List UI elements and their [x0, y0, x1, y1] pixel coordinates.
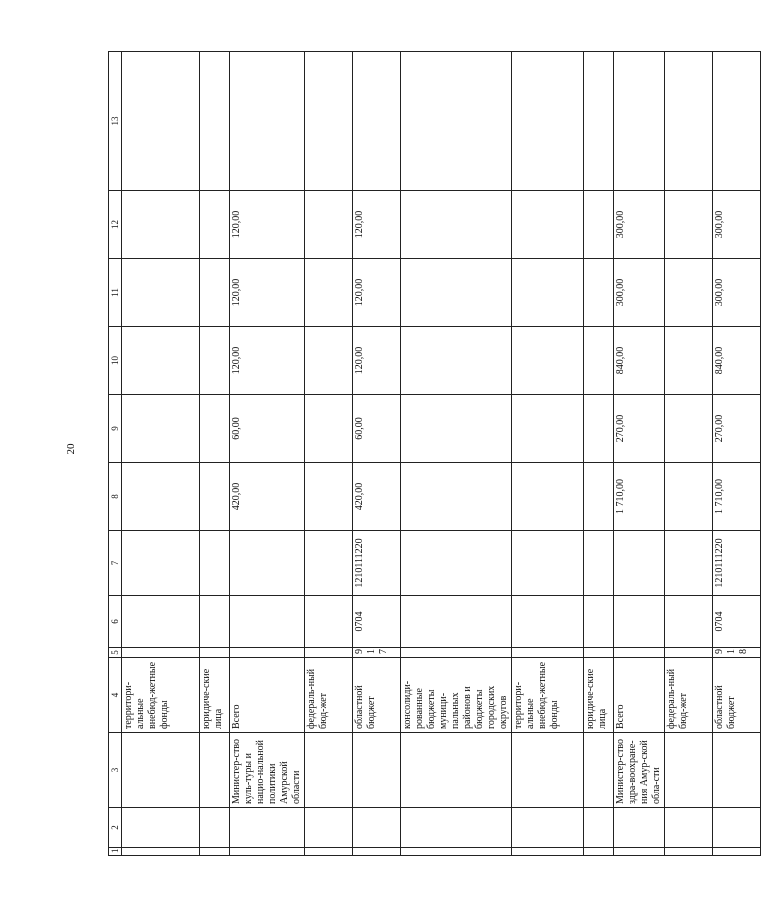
table-cell	[200, 52, 230, 191]
table-cell: Всего	[614, 658, 665, 733]
table-cell	[401, 191, 512, 259]
table-cell	[200, 463, 230, 531]
table-cell: 120,00	[230, 327, 305, 395]
table-cell	[305, 648, 353, 658]
table-cell: 120,00	[230, 191, 305, 259]
table-cell	[353, 733, 401, 808]
table-cell: 420,00	[353, 463, 401, 531]
table-cell	[401, 531, 512, 596]
table-cell	[122, 848, 200, 856]
column-header-2: 2	[109, 808, 122, 848]
table-cell	[305, 327, 353, 395]
column-header-3: 3	[109, 733, 122, 808]
table-cell	[200, 733, 230, 808]
table-cell: 270,00	[713, 395, 761, 463]
table-cell	[512, 259, 584, 327]
table-row	[200, 52, 230, 856]
table-cell: территори-альные внебюд-жетные фонды	[122, 658, 200, 733]
table-cell	[512, 191, 584, 259]
table-cell	[122, 259, 200, 327]
table-cell	[584, 808, 614, 848]
column-header-13: 13	[109, 52, 122, 191]
table-row	[614, 52, 665, 856]
column-header-6: 6	[109, 596, 122, 648]
table-cell	[713, 848, 761, 856]
table-cell	[512, 327, 584, 395]
table-cell: территори-альные внебюд-жетные фонды	[512, 658, 584, 733]
table-cell	[305, 259, 353, 327]
table-cell: 1 710,00	[713, 463, 761, 531]
table-cell: 120,00	[353, 259, 401, 327]
table-cell	[512, 648, 584, 658]
table-cell: 420,00	[230, 463, 305, 531]
table-cell	[401, 463, 512, 531]
table-cell	[401, 648, 512, 658]
table-cell	[665, 733, 713, 808]
table-cell	[584, 327, 614, 395]
table-cell	[305, 733, 353, 808]
table-cell: 1 710,00	[614, 463, 665, 531]
table-cell: 1210111220	[353, 531, 401, 596]
table-cell	[584, 596, 614, 648]
table-cell	[353, 52, 401, 191]
table-cell	[665, 808, 713, 848]
table-cell	[200, 596, 230, 648]
table-cell	[122, 648, 200, 658]
table-cell: областной бюджет	[353, 658, 401, 733]
table-row	[584, 52, 614, 856]
table-cell	[122, 733, 200, 808]
table-cell: 270,00	[614, 395, 665, 463]
table-cell	[665, 395, 713, 463]
table-cell	[665, 463, 713, 531]
table-cell	[401, 733, 512, 808]
table-cell: 918	[713, 648, 761, 658]
table-cell: федераль-ный бюд-жет	[665, 658, 713, 733]
table-cell: Министер-ство здра-воохране-ния Амур-ской обла-сти	[614, 733, 665, 808]
table-row	[401, 52, 512, 856]
table-cell	[401, 808, 512, 848]
table-cell	[122, 596, 200, 648]
column-header-1: 1	[109, 848, 122, 856]
table-cell: 300,00	[614, 191, 665, 259]
budget-table	[108, 51, 761, 856]
table-cell	[230, 52, 305, 191]
table-cell	[584, 648, 614, 658]
table-container	[108, 52, 749, 856]
table-row	[512, 52, 584, 856]
table-cell	[200, 808, 230, 848]
table-cell: Всего	[230, 658, 305, 733]
table-cell	[512, 531, 584, 596]
table-cell	[401, 395, 512, 463]
table-cell	[614, 531, 665, 596]
table-cell	[512, 52, 584, 191]
column-header-7: 7	[109, 531, 122, 596]
table-cell: 60,00	[353, 395, 401, 463]
table-cell: 0704	[353, 596, 401, 648]
table-cell: федераль-ный бюд-жет	[305, 658, 353, 733]
table-body	[122, 52, 761, 856]
table-cell	[200, 259, 230, 327]
table-cell	[584, 52, 614, 191]
table-cell	[230, 848, 305, 856]
table-cell	[512, 808, 584, 848]
table-cell	[665, 259, 713, 327]
table-cell	[665, 848, 713, 856]
table-row	[665, 52, 713, 856]
table-cell	[230, 648, 305, 658]
table-cell: 300,00	[713, 191, 761, 259]
table-cell	[713, 52, 761, 191]
table-cell	[200, 327, 230, 395]
table-row	[305, 52, 353, 856]
table-cell: Министер-ство куль-туры и нацио-нальной политики Амурской области	[230, 733, 305, 808]
table-cell	[665, 596, 713, 648]
table-cell	[200, 191, 230, 259]
table-cell: 840,00	[713, 327, 761, 395]
table-cell	[200, 395, 230, 463]
table-cell: 120,00	[353, 191, 401, 259]
table-cell	[305, 808, 353, 848]
table-cell	[122, 52, 200, 191]
table-cell	[200, 648, 230, 658]
table-row	[122, 52, 200, 856]
table-cell	[305, 395, 353, 463]
table-cell: областной бюджет	[713, 658, 761, 733]
column-header-10: 10	[109, 327, 122, 395]
column-header-8: 8	[109, 463, 122, 531]
table-row	[230, 52, 305, 856]
table-cell	[665, 531, 713, 596]
table-cell: 120,00	[230, 259, 305, 327]
table-cell	[584, 848, 614, 856]
table-cell	[512, 596, 584, 648]
table-cell	[305, 596, 353, 648]
table-cell: 300,00	[713, 259, 761, 327]
table-cell	[200, 531, 230, 596]
column-header-5: 5	[109, 648, 122, 658]
table-cell	[665, 648, 713, 658]
table-cell: 840,00	[614, 327, 665, 395]
table-cell	[305, 531, 353, 596]
table-cell: 300,00	[614, 259, 665, 327]
table-cell	[122, 327, 200, 395]
table-cell	[584, 259, 614, 327]
table-cell	[353, 808, 401, 848]
table-cell	[614, 808, 665, 848]
table-cell	[230, 808, 305, 848]
table-cell	[584, 191, 614, 259]
table-cell	[353, 848, 401, 856]
column-header-12: 12	[109, 191, 122, 259]
table-cell	[614, 52, 665, 191]
table-cell	[713, 733, 761, 808]
table-cell	[584, 395, 614, 463]
table-cell	[614, 648, 665, 658]
column-header-11: 11	[109, 259, 122, 327]
rotated-table-frame	[108, 52, 749, 856]
table-cell	[401, 596, 512, 648]
table-cell	[614, 848, 665, 856]
table-cell: 917	[353, 648, 401, 658]
table-cell	[122, 191, 200, 259]
column-header-9: 9	[109, 395, 122, 463]
table-cell: юридиче-ские лица	[200, 658, 230, 733]
table-cell	[122, 395, 200, 463]
table-header-row	[109, 52, 122, 856]
table-cell	[401, 848, 512, 856]
table-cell	[200, 848, 230, 856]
table-cell	[584, 733, 614, 808]
table-cell: юридиче-ские лица	[584, 658, 614, 733]
table-cell	[584, 531, 614, 596]
table-row	[353, 52, 401, 856]
table-cell	[122, 531, 200, 596]
table-cell	[614, 596, 665, 648]
table-cell	[230, 596, 305, 648]
table-cell	[713, 808, 761, 848]
table-cell	[122, 808, 200, 848]
column-header-4: 4	[109, 658, 122, 733]
table-cell	[305, 191, 353, 259]
table-cell	[305, 463, 353, 531]
table-cell	[401, 52, 512, 191]
table-cell	[512, 848, 584, 856]
table-row	[713, 52, 761, 856]
table-cell	[665, 191, 713, 259]
table-cell	[401, 259, 512, 327]
table-cell: 60,00	[230, 395, 305, 463]
table-cell	[305, 52, 353, 191]
table-cell	[401, 327, 512, 395]
table-cell	[122, 463, 200, 531]
table-cell: консолиди-рованные бюджеты муници-пальных районов и бюджеты городских округов	[401, 658, 512, 733]
table-cell	[230, 531, 305, 596]
table-cell	[512, 463, 584, 531]
table-cell	[665, 52, 713, 191]
table-cell	[665, 327, 713, 395]
table-cell	[512, 733, 584, 808]
table-cell	[305, 848, 353, 856]
table-cell	[512, 395, 584, 463]
table-cell: 1210111220	[713, 531, 761, 596]
table-cell: 120,00	[353, 327, 401, 395]
table-cell	[584, 463, 614, 531]
page-number: 20	[65, 443, 77, 455]
table-cell: 0704	[713, 596, 761, 648]
